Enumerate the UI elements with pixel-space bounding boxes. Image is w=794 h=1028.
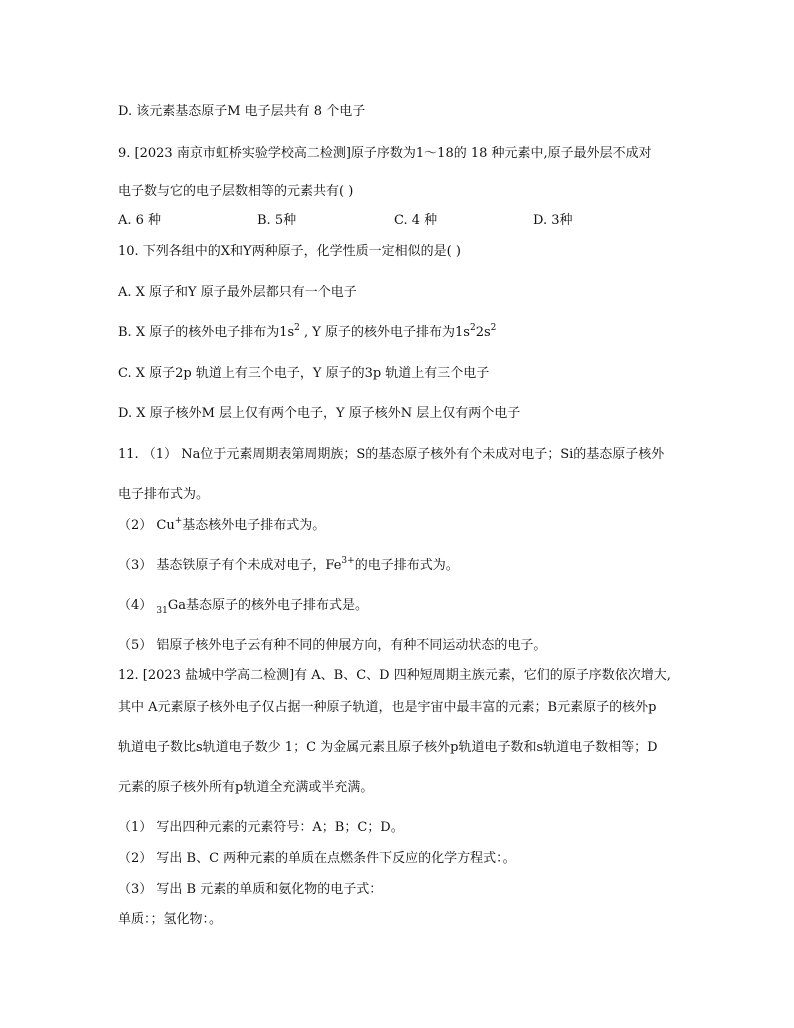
q12-part-1: （1） 写出四种元素的元素符号：A；B；C；D。 bbox=[118, 820, 404, 835]
q10-option-c: C. X 原子2p 轨道上有三个电子，Y 原子的3p 轨道上有三个电子 bbox=[118, 366, 490, 381]
q11-stem-line2: 电子排布式为。 bbox=[118, 487, 210, 502]
q11-2-text-2: 基态核外电子排布式为。 bbox=[182, 518, 326, 533]
superscript: + bbox=[174, 516, 183, 526]
q9-option-d: D. 3种 bbox=[533, 213, 573, 228]
q10b-text-1: B. X 原子的核外电子排布为1s bbox=[118, 325, 295, 340]
q11-part-2 bbox=[118, 518, 325, 535]
q11-stem-line1: 11. （1） Na位于元素周期表第周期族；S的基态原子核外有个未成对电子；Si的基态原子核外 bbox=[118, 447, 665, 462]
q11-3-text-1: （3） 基态铁原子有个未成对电子，Fe bbox=[118, 558, 342, 573]
q10b-text-3: 2s bbox=[475, 325, 491, 340]
q9-option-c: C. 4 种 bbox=[394, 213, 438, 228]
q12-stem-line3: 轨道电子数比s轨道电子数少 1；C 为金属元素且原子核外p轨道电子数和s轨道电子数相等；D bbox=[118, 740, 658, 755]
q9-option-b: B. 5种 bbox=[257, 213, 297, 228]
superscript: 3+ bbox=[341, 556, 355, 566]
q12-stem-line4: 元素的原子核外所有p轨道全充满或半充满。 bbox=[118, 780, 374, 795]
q12-stem-line2: 其中 A元素原子核外电子仅占据一种原子轨道，也是宇宙中最丰富的元素；B元素原子的核外p bbox=[118, 700, 657, 715]
q11-4-text-2: Ga基态原子的核外电子排布式是。 bbox=[167, 598, 368, 613]
q10-stem: 10. 下列各组中的X和Y两种原子，化学性质一定相似的是( ) bbox=[118, 244, 461, 259]
superscript: 2 bbox=[469, 323, 476, 333]
q11-part-3 bbox=[118, 558, 459, 575]
q10-option-a: A. X 原子和Y 原子最外层都只有一个电子 bbox=[118, 285, 357, 300]
superscript: 2 bbox=[294, 323, 300, 333]
q9-stem-line2: 电子数与它的电子层数相等的元素共有( ) bbox=[118, 184, 354, 199]
q11-part-5: （5） 铝原子核外电子云有种不同的伸展方向，有种不同运动状态的电子。 bbox=[118, 638, 547, 653]
q11-part-4 bbox=[118, 598, 368, 615]
q10b-text-2: , Y 原子的核外电子排布为1s bbox=[299, 325, 470, 340]
q12-part-3: （3） 写出 B 元素的单质和氨化物的电子式： bbox=[118, 882, 383, 897]
q11-2-text-1: （2） Cu bbox=[118, 518, 175, 533]
q12-part-2: （2） 写出 B、C 两种元素的单质在点燃条件下反应的化学方程式：。 bbox=[118, 851, 516, 866]
q10-option-b bbox=[118, 325, 496, 342]
superscript: 2 bbox=[490, 323, 497, 333]
q11-3-text-2: 的电子排布式为。 bbox=[354, 558, 459, 573]
subscript: 31 bbox=[156, 606, 168, 616]
q8-option-d: D. 该元素基态原子M 电子层共有 8 个电子 bbox=[118, 104, 366, 119]
q10-option-d: D. X 原子核外M 层上仅有两个电子，Y 原子核外N 层上仅有两个电子 bbox=[118, 406, 521, 421]
q9-option-a: A. 6 种 bbox=[118, 213, 162, 228]
q11-4-text-1: （4） bbox=[118, 598, 157, 613]
q9-stem-line1: 9. [2023 南京市虹桥实验学校高二检测]原子序数为1～18的 18 种元素中,原子最外层不成对 bbox=[118, 146, 652, 161]
q12-part-3-answer: 单质：；氢化物：。 bbox=[118, 912, 223, 927]
q12-stem-line1: 12. [2023 盐城中学高二检测]有 A、B、C、D 四种短周期主族元素，它们的原子序数依次增大, bbox=[118, 668, 671, 683]
